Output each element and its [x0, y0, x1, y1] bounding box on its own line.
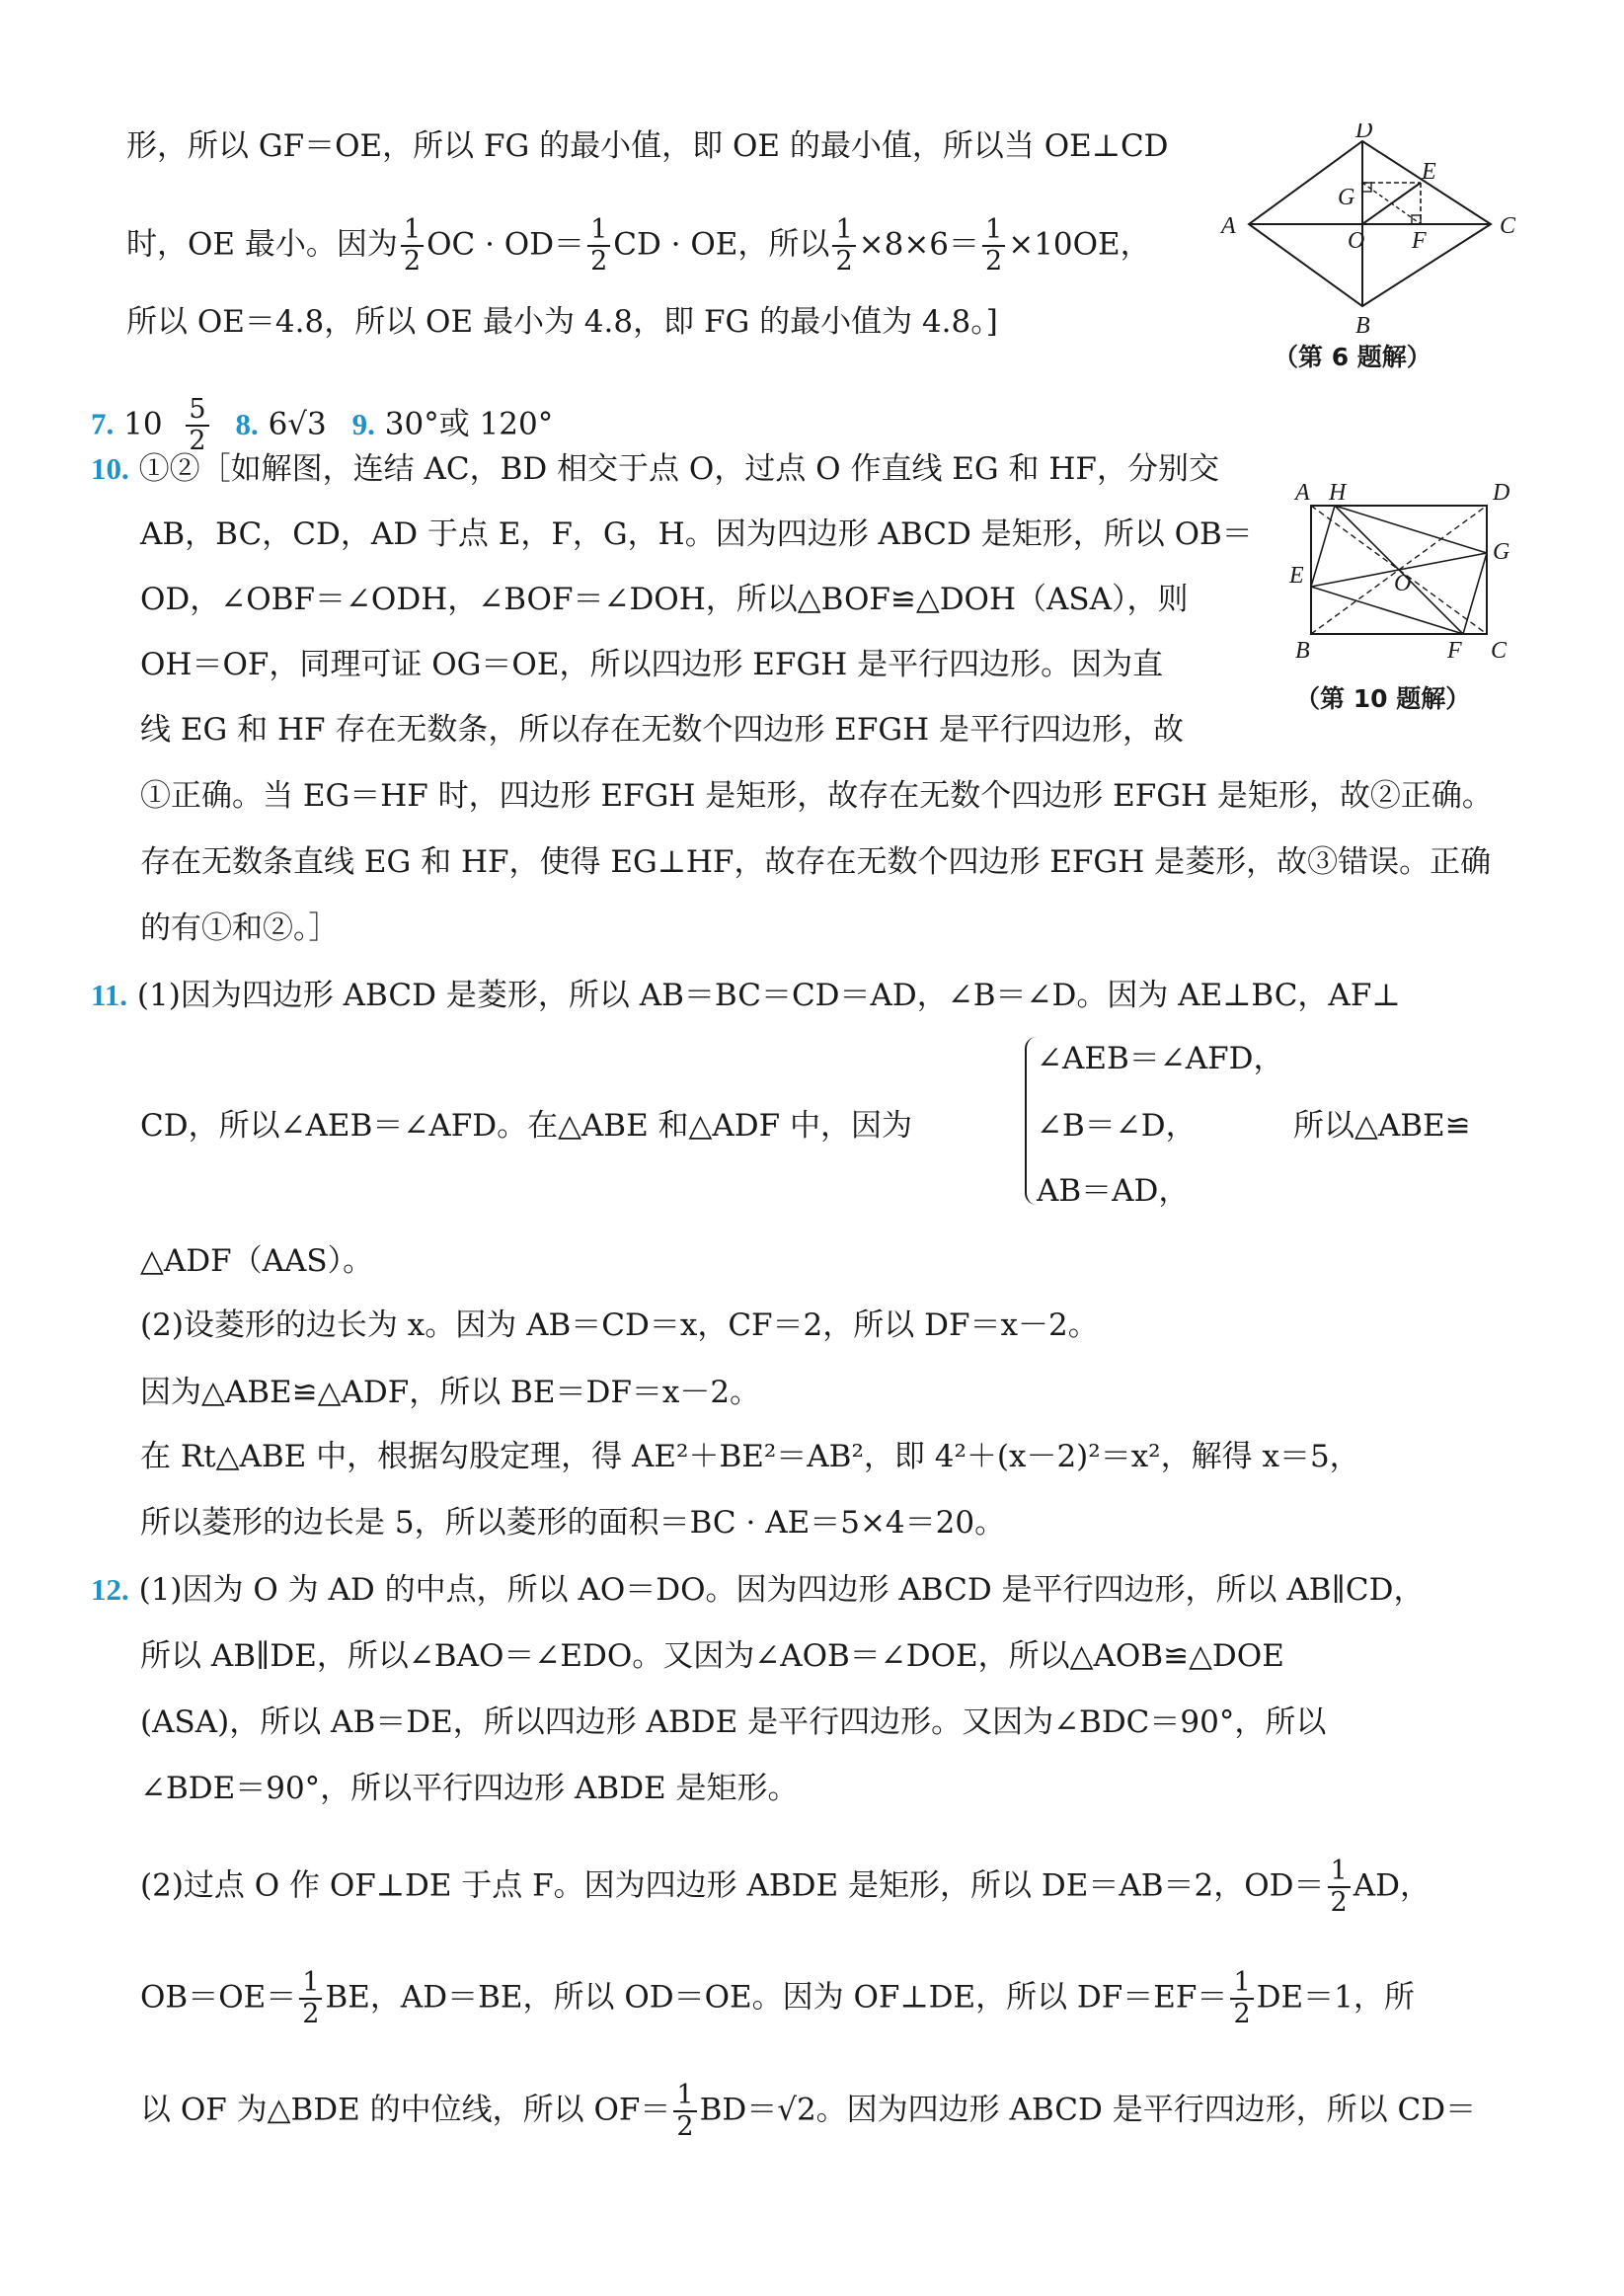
figure-label: G — [1338, 185, 1355, 210]
text-line: 所以菱形的边长是 5，所以菱形的面积＝BC · AE＝5×4＝20。 — [140, 1505, 1006, 1541]
brace — [1025, 1037, 1037, 1205]
text-segment: AD， — [1353, 1867, 1431, 1904]
text-segment: ①②［如解图，连结 AC，BD 相交于点 O，过点 O 作直线 EG 和 HF，分别交 — [138, 451, 1219, 487]
text-line — [91, 1570, 1424, 1610]
fraction: $\frac{1}{2}$ — [299, 1968, 322, 2029]
text-segment: ×8×6＝ — [858, 226, 980, 263]
text-line: 形，所以 GF＝OE，所以 FG 的最小值，即 OE 的最小值，所以当 OE⊥CD — [126, 128, 1169, 164]
question-number: 12. — [91, 1572, 129, 1607]
text-line — [91, 449, 1219, 489]
fraction: $\frac{1}{2}$ — [587, 215, 610, 277]
text-segment: (1)因为 O 为 AD 的中点，所以 AO＝DO。因为四边形 ABCD 是平行四边形，所以 AB∥CD， — [138, 1572, 1425, 1608]
text-line — [91, 976, 1401, 1015]
text-line — [140, 1857, 1431, 1918]
question-number: 11. — [91, 978, 128, 1012]
question-number: 8. — [235, 406, 259, 441]
figure-label: F — [1412, 228, 1427, 254]
question-number: 9. — [351, 406, 375, 441]
text-line: 存在无数条直线 EG 和 HF，使得 EG⊥HF，故存在无数个四边形 EFGH 是菱形，故③错误。正确 — [140, 844, 1492, 880]
text-line: 所以 AB∥DE，所以∠BAO＝∠EDO。又因为∠AOB＝∠DOE，所以△AOB≌△DOE — [140, 1638, 1284, 1674]
answer: 10 — [123, 406, 163, 442]
fraction: $\frac{1}{2}$ — [401, 215, 424, 277]
fraction: $\frac{1}{2}$ — [832, 215, 855, 277]
figure-label: D — [1355, 123, 1373, 143]
text-line — [140, 1968, 1415, 2029]
text-line: 的有①和②。］ — [140, 910, 340, 946]
text-line: OH＝OF，同理可证 OG＝OE，所以四边形 EFGH 是平行四边形。因为直 — [140, 647, 1164, 682]
text-line: AB，BC，CD，AD 于点 E，F，G，H。因为四边形 ABCD 是矩形，所以 OB＝ — [140, 516, 1253, 552]
text-line: 因为△ABE≌△ADF，所以 BE＝DF＝x－2。 — [140, 1375, 761, 1410]
figure-caption: （第 10 题解） — [1295, 684, 1471, 713]
text-segment: DE＝1，所 — [1256, 1979, 1415, 2016]
text-segment: 以 OF 为△BDE 的中位线，所以 OF＝ — [140, 2092, 671, 2128]
answer: 30°或 120° — [384, 406, 554, 442]
figure-label: D — [1493, 480, 1510, 506]
text-line: 线 EG 和 HF 存在无数条，所以存在无数个四边形 EFGH 是平行四边形，故 — [140, 712, 1184, 748]
text-segment: CD · OE，所以 — [613, 226, 830, 263]
figure-6-rhombus — [1219, 123, 1535, 336]
figure-label: C — [1491, 638, 1508, 664]
fraction: $\frac{5}{2}$ — [186, 395, 208, 456]
figure-caption: （第 6 题解） — [1274, 343, 1431, 371]
text-line: ∠BDE＝90°，所以平行四边形 ABDE 是矩形。 — [140, 1771, 799, 1806]
figure-label: A — [1295, 480, 1310, 506]
text-line — [140, 2081, 1476, 2142]
figure-label: H — [1329, 480, 1347, 506]
text-line: ①正确。当 EG＝HF 时，四边形 EFGH 是矩形，故存在无数个四边形 EFGH 是矩形，故②正确。 — [140, 778, 1493, 814]
figure-label: B — [1355, 313, 1370, 336]
equation-system-line: ∠B＝∠D， — [1037, 1108, 1197, 1144]
equation-system-line: AB＝AD， — [1037, 1173, 1190, 1209]
text-line: 所以 OE＝4.8，所以 OE 最小为 4.8，即 FG 的最小值为 4.8。] — [126, 304, 998, 340]
text-segment: ×10OE， — [1008, 226, 1151, 263]
answer: 6√3 — [268, 406, 327, 442]
figure-label: E — [1422, 159, 1436, 185]
figure-label: F — [1447, 638, 1462, 664]
text-line: 在 Rt△ABE 中，根据勾股定理，得 AE²＋BE²＝AB²，即 4²＋(x－2)²＝x²，解得 x＝5， — [140, 1439, 1360, 1474]
text-segment: BD＝√2。因为四边形 ABCD 是平行四边形，所以 CD＝ — [699, 2092, 1477, 2128]
text-segment: 时，OE 最小。因为 — [126, 226, 398, 263]
figure-label: O — [1348, 228, 1365, 254]
text-segment: OB＝OE＝ — [140, 1979, 297, 2016]
text-segment: (1)因为四边形 ABCD 是菱形，所以 AB＝BC＝CD＝AD，∠B＝∠D。因为 AE⊥BC，AF⊥ — [136, 978, 1401, 1013]
text-line: 所以△ABE≌ — [1293, 1108, 1471, 1144]
text-line — [91, 395, 553, 456]
question-number: 7. — [91, 406, 115, 441]
figure-label: A — [1221, 213, 1236, 239]
text-segment: (2)过点 O 作 OF⊥DE 于点 F。因为四边形 ABDE 是矩形，所以 DE＝AB＝2，OD＝ — [140, 1867, 1325, 1904]
figure-label: B — [1295, 638, 1310, 664]
text-line: OD，∠OBF＝∠ODH，∠BOF＝∠DOH，所以△BOF≌△DOH（ASA），则 — [140, 582, 1189, 617]
figure-label: G — [1493, 539, 1510, 565]
fraction: $\frac{1}{2}$ — [982, 215, 1005, 277]
fraction: $\frac{1}{2}$ — [673, 2081, 696, 2142]
figure-label: C — [1500, 213, 1516, 239]
text-line — [126, 215, 1151, 277]
figure-label: O — [1394, 571, 1412, 596]
text-line: (2)设菱形的边长为 x。因为 AB＝CD＝x，CF＝2，所以 DF＝x－2。 — [140, 1307, 1099, 1343]
fraction: $\frac{1}{2}$ — [1328, 1857, 1351, 1918]
figure-10-rectangle — [1283, 476, 1530, 669]
question-number: 10. — [91, 451, 129, 486]
text-segment: BE，AD＝BE，所以 OD＝OE。因为 OF⊥DE，所以 DF＝EF＝ — [325, 1979, 1228, 2016]
fraction: $\frac{1}{2}$ — [1230, 1968, 1253, 2029]
text-segment: OC · OD＝ — [426, 226, 585, 263]
text-line: (ASA)，所以 AB＝DE，所以四边形 ABDE 是平行四边形。又因为∠BDC＝90°，所以 — [140, 1704, 1327, 1740]
text-line: △ADF（AAS）。 — [140, 1243, 374, 1279]
equation-system-line: ∠AEB＝∠AFD， — [1037, 1041, 1284, 1076]
text-line: CD，所以∠AEB＝∠AFD。在△ABE 和△ADF 中，因为 — [140, 1108, 913, 1144]
figure-label: E — [1289, 563, 1304, 589]
